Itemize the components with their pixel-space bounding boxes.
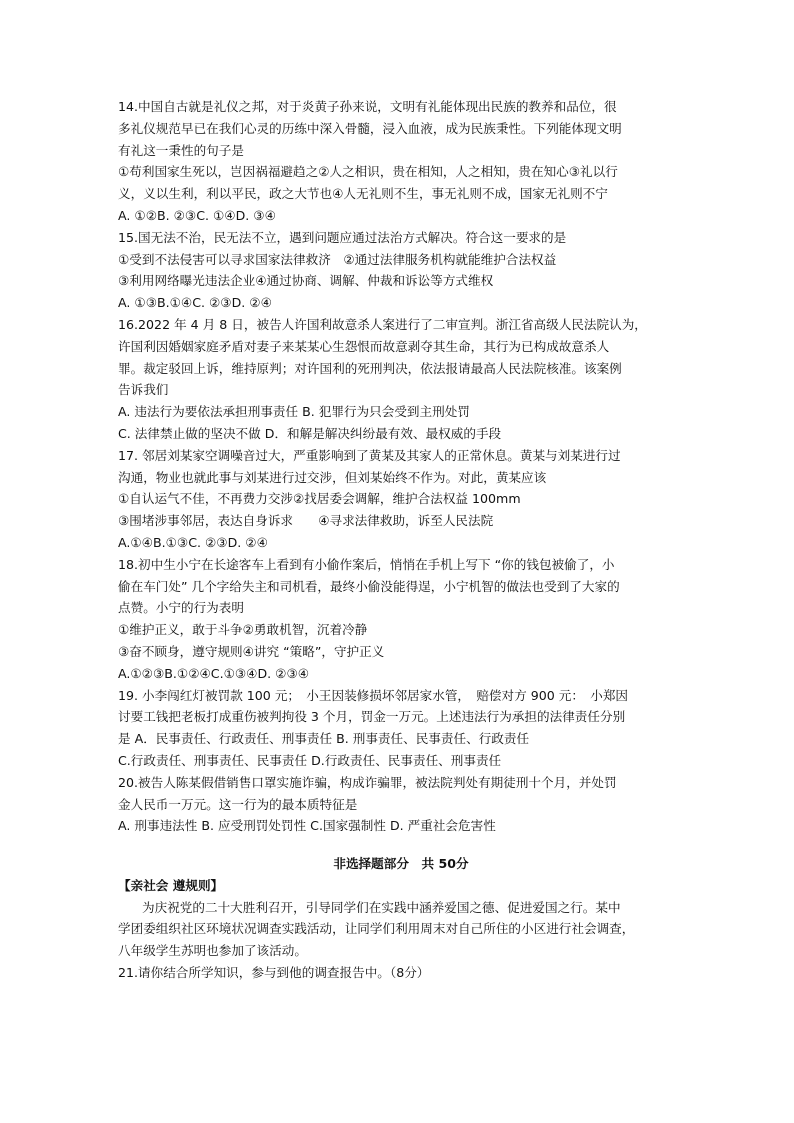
question-stem: 15.国无法不治，民无法不立，遇到问题应通过法治方式解决。符合这一要求的是 xyxy=(118,229,567,245)
question-block xyxy=(118,96,684,227)
section-title: 非选择题部分 共 50分 xyxy=(333,856,469,872)
question-line: A. 刑事违法性 B. 应受刑罚处罚性 C.国家强制性 D. 严重社会危害性 xyxy=(118,818,496,834)
question-block xyxy=(118,445,684,554)
question-block xyxy=(118,227,684,314)
question-line: A.①④B.①③C. ②③D. ②④ xyxy=(118,534,268,550)
question-line: A. ①②B. ②③C. ①④D. ③④ xyxy=(118,207,276,223)
question-line: 点赞。小宁的行为表明 xyxy=(118,600,244,616)
question-block xyxy=(118,772,684,837)
intro-line: 八年级学生苏明也参加了该活动。 xyxy=(118,943,307,959)
question-line: 许国利因婚姻家庭矛盾对妻子来某某心生怨恨而故意剥夺其生命，其行为已构成故意杀人 xyxy=(118,338,610,354)
question-stem: 16.2022 年 4 月 8 日，被告人许国利故意杀人案进行了二审宣判。浙江省高级人民法院认为， xyxy=(118,316,647,332)
question-block xyxy=(118,685,684,772)
section-tag: 【亲社会 遵规则】 xyxy=(118,877,224,893)
question-line: ③围堵涉事邻居，表达自身诉求 ④寻求法律救助，诉至人民法院 xyxy=(118,513,494,529)
question-block xyxy=(118,554,684,685)
question-stem: 17. 邻居刘某家空调噪音过大，严重影响到了黄某及其家人的正常休息。黄某与刘某进行过 xyxy=(118,447,621,463)
question-line: 罪。裁定驳回上诉，维持原判；对许国利的死刑判决，依法报请最高人民法院核准。该案例 xyxy=(118,360,622,376)
question-line: C.行政责任、刑事责任、民事责任 D.行政责任、民事责任、刑事责任 xyxy=(118,752,502,768)
question-line: ①苟利国家生死以，岂因祸福避趋之②人之相识，贵在相知，人之相知，贵在知心③礼以行 xyxy=(118,164,618,180)
question-line: A. ①③B.①④C. ②③D. ②④ xyxy=(118,295,272,311)
question-line: 多礼仪规范早已在我们心灵的历练中深入骨髓，浸入血液，成为民族秉性。下列能体现文明 xyxy=(118,120,622,136)
intro-line: 为庆祝党的二十大胜利召开，引导同学们在实践中涵养爱国之德、促进爱国之行。某中 xyxy=(142,899,621,915)
question-line: A. 违法行为要依法承担刑事责任 B. 犯罪行为只会受到主刑处罚 xyxy=(118,404,470,420)
question-line: ①维护正义，敢于斗争②勇敢机智，沉着冷静 xyxy=(118,622,368,638)
question-line: 是 A．民事责任、行政责任、刑事责任 B. 刑事责任、民事责任、行政责任 xyxy=(118,731,530,747)
intro-line: 学团委组织社区环境状况调查实践活动，让同学们利用周末对自己所住的小区进行社会调查， xyxy=(118,921,635,937)
question-line: 沟通，物业也就此事与刘某进行过交涉，但刘某始终不作为。对此，黄某应该 xyxy=(118,469,547,485)
question-line: 告诉我们 xyxy=(118,382,169,398)
question-line: 讨要工钱把老板打成重伤被判拘役 3 个月，罚金一万元。上述违法行为承担的法律责任分别 xyxy=(118,709,626,725)
question-line: ①自认运气不佳，不再费力交涉②找居委会调解，维护合法权益 100mm xyxy=(118,491,521,507)
question-list xyxy=(118,96,684,837)
question-line: ①受到不法侵害可以寻求国家法律救济 ②通过法律服务机构就能维护合法权益 xyxy=(118,251,557,267)
question-line: 金人民币一万元。这一行为的最本质特征是 xyxy=(118,796,358,812)
exam-page xyxy=(118,96,684,984)
question-line: C. 法律禁止做的坚决不做 D．和解是解决纠纷最有效、最权威的手段 xyxy=(118,425,502,441)
question-line: A.①②③B.①②④C.①③④D. ②③④ xyxy=(118,665,310,681)
question-line: 义，义以生利，利以平民，政之大节也④人无礼则不生，事无礼则不成，国家无礼则不宁 xyxy=(118,186,608,202)
question-line: 有礼这一秉性的句子是 xyxy=(118,142,244,158)
question-stem: 19. 小李闯红灯被罚款 100 元； 小王因装修损坏邻居家水管， 赔偿对方 900 元： 小郑因 xyxy=(118,687,629,703)
question-stem: 14.中国自古就是礼仪之邦，对于炎黄子孙来说，文明有礼能体现出民族的教养和品位，很 xyxy=(118,99,617,114)
question-block xyxy=(118,314,684,445)
question-line: ③奋不顾身，遵守规则④讲究 “策略”，守护正义 xyxy=(118,643,385,659)
question-line: ③利用网络曝光违法企业④通过协商、调解、仲裁和诉讼等方式维权 xyxy=(118,273,494,289)
question-stem: 20.被告人陈某假借销售口罩实施诈骗，构成诈骗罪，被法院判处有期徒刑十个月，并处罚 xyxy=(118,774,617,790)
question-line: 偷在车门处” 几个字给失主和司机看，最终小偷没能得逞，小宁机智的做法也受到了大家的 xyxy=(118,578,620,594)
question-stem: 18.初中生小宁在长途客车上看到有小偷作案后，悄悄在手机上写下 “你的钱包被偷了，小 xyxy=(118,556,615,572)
question-21: 21.请你结合所学知识，参与到他的调查报告中。（8分） xyxy=(118,965,430,981)
